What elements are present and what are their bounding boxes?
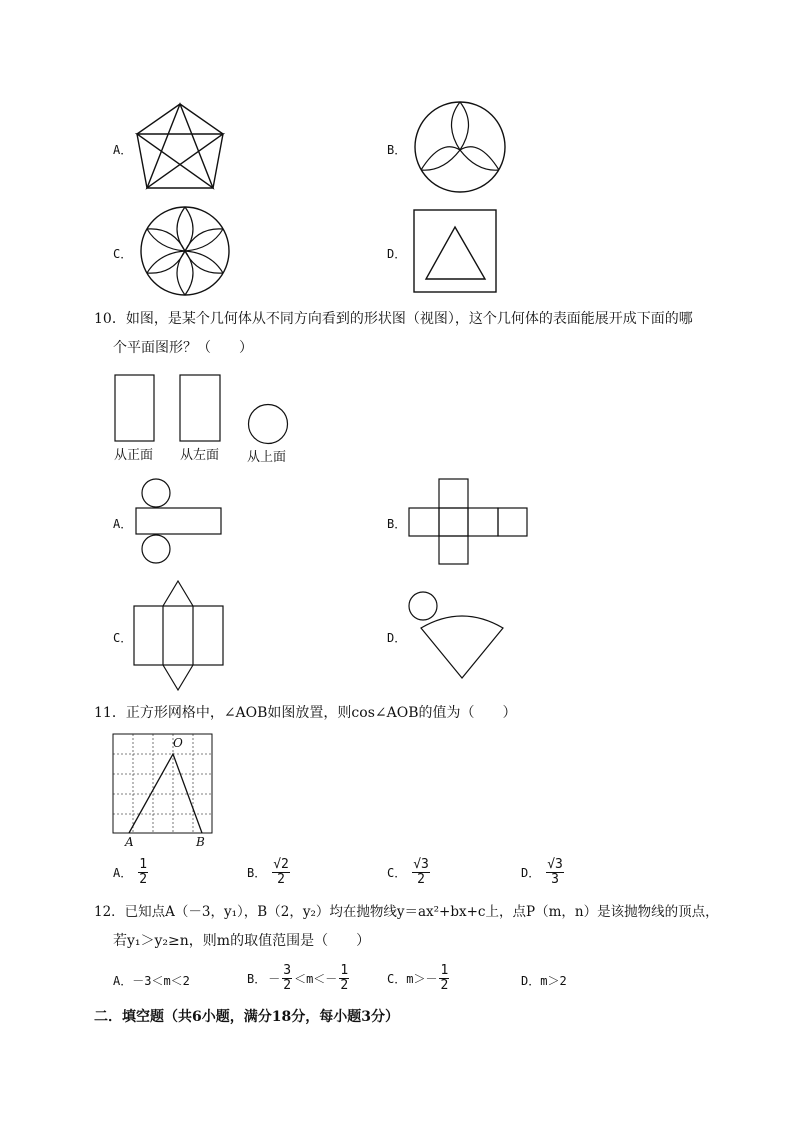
q12-option-a: A．－3＜m＜2 [113,974,190,988]
q11-option-d-fraction: $\frac{√3}{3}$ [547,857,563,887]
q10-caption-top: 从上面 [247,450,287,465]
q10-text-line2: 个平面图形？（ ） [113,340,253,356]
q11-option-a-fraction: $\frac{1}{2}$ [139,857,148,887]
q12-option-b-fraction-1: $\frac{3}{2}$ [283,963,292,993]
q11-option-c-label: C． [387,866,407,880]
q11-point-a-label: A [125,835,134,849]
q9-option-a-label: A． [113,143,133,157]
q11-option-d-label: D． [521,866,541,880]
q10-net-b-figure [408,478,530,566]
q10-caption-front: 从正面 [114,448,154,463]
q9-circle-three-arcs-figure [413,100,507,194]
q9-circle-flower-figure [139,205,231,297]
q12-option-c-label: C．m＞－ [387,972,438,986]
q10-net-c-figure [133,580,227,692]
q11-option-c [387,858,430,887]
q11-option-a [113,858,148,887]
q10-caption-left: 从左面 [180,448,220,463]
q11-option-b [247,858,290,887]
q11-point-o-label: O [173,736,183,750]
q12-option-b-middle: ＜m＜－ [294,972,338,986]
q10-top-view [248,404,290,446]
q12-text-line2: 若y₁＞y₂≥n，则m的取值范围是（ ） [113,933,371,949]
q9-square-triangle-figure [413,209,497,293]
q10-net-a-figure [135,478,225,566]
q10-net-d-figure [407,590,507,682]
q12-option-b-fraction-2: $\frac{1}{2}$ [340,963,349,993]
q10-text-line1: 10．如图，是某个几何体从不同方向看到的形状图（视图），这个几何体的表面能展开成下面的哪 [94,311,693,327]
q11-option-d [521,858,564,887]
q11-point-b-label: B [196,835,205,849]
q11-option-c-fraction: $\frac{√3}{2}$ [413,857,429,887]
q12-option-b-prefix: － [268,972,281,986]
q10-option-d-label: D． [387,631,407,645]
q9-option-c-label: C． [113,247,133,261]
q11-grid-figure [112,733,216,851]
q12-option-b [247,964,349,993]
q11-text: 11．正方形网格中，∠AOB如图放置，则cos∠AOB的值为（ ） [94,705,517,721]
q10-option-a-label: A． [113,517,133,531]
q9-option-d-label: D． [387,247,407,261]
q11-option-a-label: A． [113,866,133,880]
q12-option-d: D．m＞2 [521,974,567,988]
q9-pentagram-figure [135,102,225,192]
q12-option-c-fraction: $\frac{1}{2}$ [440,963,449,993]
q12-text-line1: 12．已知点A（－3，y₁），B（2，y₂）均在抛物线y＝ax²+bx+c上，点P（m，n）是该抛物线的顶点， [94,904,719,920]
q10-option-c-label: C． [113,631,133,645]
q12-option-c [387,964,449,993]
q10-option-b-label: B． [387,517,407,531]
q11-option-b-label: B． [247,866,267,880]
q10-front-view [114,374,156,444]
q10-left-view [179,374,221,444]
q12-option-b-label: B． [247,972,267,986]
q11-option-b-fraction: $\frac{√2}{2}$ [273,857,289,887]
q9-option-b-label: B． [387,143,407,157]
section-2-title: 二．填空题（共6小题，满分18分，每小题3分） [94,1009,399,1025]
